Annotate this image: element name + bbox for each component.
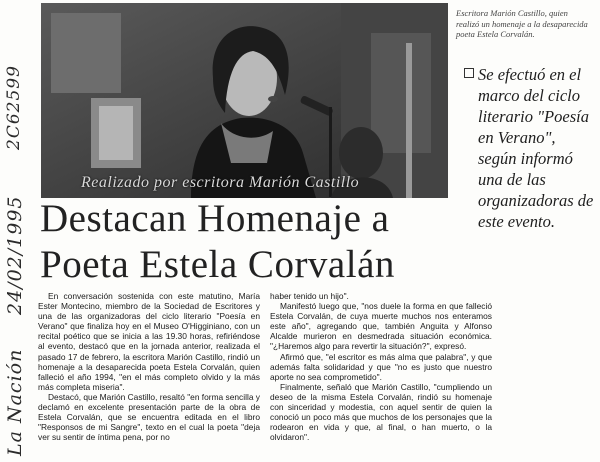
- bullet-square-icon: [464, 68, 474, 78]
- publication-name: La Nación: [4, 348, 26, 456]
- archive-id: 2C62599: [4, 65, 24, 150]
- photo-scene: [41, 3, 448, 198]
- body-column-2: [270, 291, 492, 442]
- headline-line-1: Destacan Homenaje a: [40, 197, 390, 240]
- paragraph: Afirmó que, "el escritor es más alma que palabra", y que además falta solidaridad y que "no es justo que nuestro aporte no sea comprometido".: [270, 351, 492, 382]
- paragraph: Finalmente, señaló que Marión Castillo, "cumpliendo un deseo de la misma Estela Corvalán, rindió su homenaje con sinceridad y modestia, con aquel sentir de quien la conoció un poco más que muchos de los personajes que la rodearon en vida y que, al final, o han muerto, o la olvidaron".: [270, 381, 492, 443]
- paragraph: Manifestó luego que, "nos duele la forma en que falleció Estela Corvalán, de cuya muerte muchos nos enteramos este año", agregando que, también Anguita y Alfonso Alcalde murieron en desmedrada situación económica. "¿Haremos algo para revertir la situación?", expresó.: [270, 301, 492, 352]
- photo-caption: Escritora Marión Castillo, quien realizó un homenaje a la desaparecida poeta Estela Corvalán.: [456, 8, 588, 39]
- handwritten-margin: [0, 0, 32, 462]
- handwritten-date: 24/02/1995: [4, 195, 26, 315]
- headline-line-2: Poeta Estela Corvalán: [40, 243, 395, 286]
- paragraph: En conversación sostenida con este matutino, María Ester Montecino, miembro de la Sociedad de Escritores y una de las organizadoras del ciclo literario "Poesía en Verano" que finaliza hoy en el Museo O'Higginiano, con un recital poético que se inicia a las 19.30 horas, refiriéndose al evento, destacó que en la jornada anterior, realizada el pasado 17 de febrero, la escritora Marión Castillo, rindió un homenaje a la desaparecida poeta Estela Corvalán, quien falleció el año 1994, "en el más completo olvido y la más más completa miseria".: [38, 291, 260, 392]
- article-photo: [41, 3, 448, 198]
- paragraph: haber tenido un hijo".: [270, 291, 349, 301]
- article-body: [38, 291, 498, 459]
- paragraph: Destacó, que Marión Castillo, resaltó "en forma sencilla y declamó en excelente presentación parte de la obra de Estela Corvalán, que se encuentra editada en el libro "Responsos de mi Sangre", texto en el cual la poeta "deja ver su sentir de íntima pena, por no: [38, 391, 260, 443]
- photo-overlay-text: Realizado por escritora Marión Castillo: [81, 174, 360, 191]
- headline: [40, 196, 470, 288]
- summary-text: Se efectuó en el marco del ciclo literario "Poesía en Verano", según informó una de las organizadoras de este evento.: [478, 65, 594, 231]
- summary-block: [478, 64, 596, 232]
- body-column-1: [38, 291, 260, 442]
